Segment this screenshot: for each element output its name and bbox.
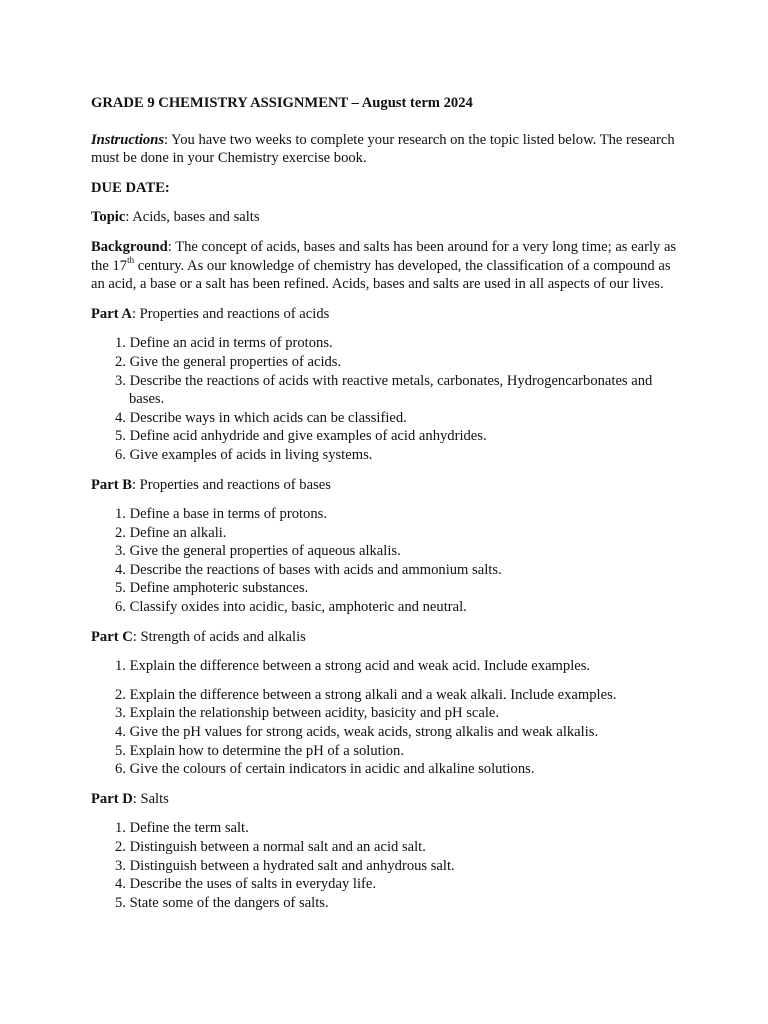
list-item	[91, 505, 681, 524]
instructions-text: : You have two weeks to complete your research on the topic listed below. The research must be done in your Chemistry exercise book.	[91, 131, 675, 167]
list-item-number: 5.	[115, 428, 126, 445]
part-c-list	[91, 657, 681, 779]
part-d-label: Part D	[91, 790, 133, 807]
list-item	[91, 657, 681, 676]
list-item-text: Classify oxides into acidic, basic, amphoteric and neutral.	[129, 599, 467, 616]
background-superscript: th	[127, 254, 135, 265]
list-item-number: 1.	[115, 506, 126, 523]
list-item	[91, 723, 681, 742]
topic-label: Topic	[91, 209, 126, 226]
list-item-text: Define amphoteric substances.	[129, 580, 309, 597]
list-item	[91, 598, 681, 617]
list-item	[91, 524, 681, 543]
list-item-number: 3.	[115, 543, 126, 560]
instructions-paragraph	[91, 131, 681, 168]
document-page	[91, 94, 681, 923]
background-paragraph	[91, 238, 681, 294]
list-item	[91, 409, 681, 428]
list-item-number: 5.	[115, 742, 126, 759]
part-b-heading-text: : Properties and reactions of bases	[131, 476, 331, 493]
list-item-text: Define an alkali.	[129, 524, 227, 541]
list-item	[91, 579, 681, 598]
list-item-text: Give the pH values for strong acids, weak acids, strong alkalis and weak alkalis.	[129, 724, 599, 741]
due-date-paragraph	[91, 179, 681, 198]
list-item-text: Distinguish between a hydrated salt and anhydrous salt.	[129, 857, 455, 874]
document-title: GRADE 9 CHEMISTRY ASSIGNMENT – August term 2024	[91, 95, 473, 111]
background-label: Background	[91, 238, 168, 255]
part-c-heading	[91, 628, 681, 647]
part-d-heading-text: : Salts	[132, 790, 169, 807]
list-item	[91, 372, 681, 409]
list-item-number: 5.	[115, 580, 126, 597]
list-item-number: 3.	[115, 857, 126, 874]
list-item-text: Describe ways in which acids can be classified.	[129, 409, 407, 426]
list-item-text: State some of the dangers of salts.	[129, 894, 329, 911]
list-item-text: Distinguish between a normal salt and an acid salt.	[129, 839, 426, 855]
part-b-list	[91, 505, 681, 617]
list-item	[91, 427, 681, 446]
list-item-number: 3.	[115, 372, 126, 389]
part-b-label: Part B	[91, 476, 132, 493]
list-item	[91, 875, 681, 894]
list-item-text: Explain the difference between a strong acid and weak acid. Include examples.	[129, 658, 591, 675]
list-item	[91, 838, 681, 857]
list-item-text: Give examples of acids in living systems.	[129, 446, 373, 463]
list-item-number: 4.	[115, 876, 126, 893]
part-b-heading	[91, 476, 681, 495]
list-item-number: 4.	[115, 561, 126, 578]
list-item	[91, 446, 681, 465]
list-item-number: 2.	[115, 524, 126, 541]
list-item-number: 6.	[115, 599, 126, 616]
list-item	[91, 894, 681, 913]
part-a-heading	[91, 305, 681, 324]
list-item-text: Explain how to determine the pH of a solution.	[129, 742, 404, 759]
list-item-text: Define the term salt.	[129, 820, 249, 837]
list-item-number: 2.	[115, 686, 126, 703]
list-item	[91, 760, 681, 779]
part-d-heading	[91, 790, 681, 809]
background-text-part1: : The concept of acids, bases and salts has been around for a very long time; as early as the 17	[91, 238, 677, 274]
list-item	[91, 334, 681, 353]
list-item-number: 1.	[115, 820, 126, 837]
list-item-number: 6.	[115, 761, 126, 778]
part-a-heading-text: : Properties and reactions of acids	[131, 305, 330, 322]
topic-text: : Acids, bases and salts	[125, 209, 260, 226]
part-d-list	[91, 819, 681, 912]
list-item-number: 4.	[115, 724, 126, 741]
list-item-text: Define an acid in terms of protons.	[129, 335, 333, 352]
part-a-list	[91, 334, 681, 464]
background-text-part2: century. As our knowledge of chemistry has developed, the classification of a compound as an acid, a base or a salt has been refined. Acids, bases and salts are used in all aspects of our lives.	[91, 257, 671, 293]
list-item-text: Give the general properties of acids.	[129, 353, 342, 370]
list-item	[91, 819, 681, 838]
list-item-text: Describe the reactions of bases with acids and ammonium salts.	[129, 561, 502, 578]
list-item	[91, 542, 681, 561]
list-item-text: Define a base in terms of protons.	[129, 506, 327, 523]
list-item-number: 2.	[115, 839, 126, 855]
instructions-label: Instructions	[91, 131, 165, 148]
list-item-number: 2.	[115, 353, 126, 370]
list-item-text: Define acid anhydride and give examples of acid anhydrides.	[129, 428, 487, 445]
due-date-label: DUE DATE:	[91, 179, 170, 196]
list-item	[91, 857, 681, 876]
topic-paragraph	[91, 208, 681, 227]
list-item	[91, 561, 681, 580]
list-item-number: 6.	[115, 446, 126, 463]
list-item-number: 1.	[115, 658, 126, 675]
list-item-text: Give the colours of certain indicators in acidic and alkaline solutions.	[129, 761, 535, 778]
list-item	[91, 742, 681, 761]
list-item-number: 1.	[115, 335, 126, 352]
list-item	[91, 353, 681, 372]
part-c-heading-text: : Strength of acids and alkalis	[132, 628, 306, 645]
list-item-number: 4.	[115, 409, 126, 426]
list-item-text: Give the general properties of aqueous alkalis.	[129, 543, 401, 560]
list-item	[91, 686, 681, 705]
list-item-number: 5.	[115, 894, 126, 911]
list-item-text: Describe the uses of salts in everyday life.	[129, 876, 377, 893]
part-c-label: Part C	[91, 628, 133, 645]
list-item-text: Describe the reactions of acids with reactive metals, carbonates, Hydrogencarbonates and bases.	[129, 372, 653, 408]
list-item-number: 3.	[115, 705, 126, 722]
list-item-text: Explain the relationship between acidity, basicity and pH scale.	[129, 705, 500, 722]
list-item-text: Explain the difference between a strong alkali and a weak alkali. Include examples.	[129, 686, 617, 703]
list-item	[91, 704, 681, 723]
part-a-label: Part A	[91, 305, 132, 322]
